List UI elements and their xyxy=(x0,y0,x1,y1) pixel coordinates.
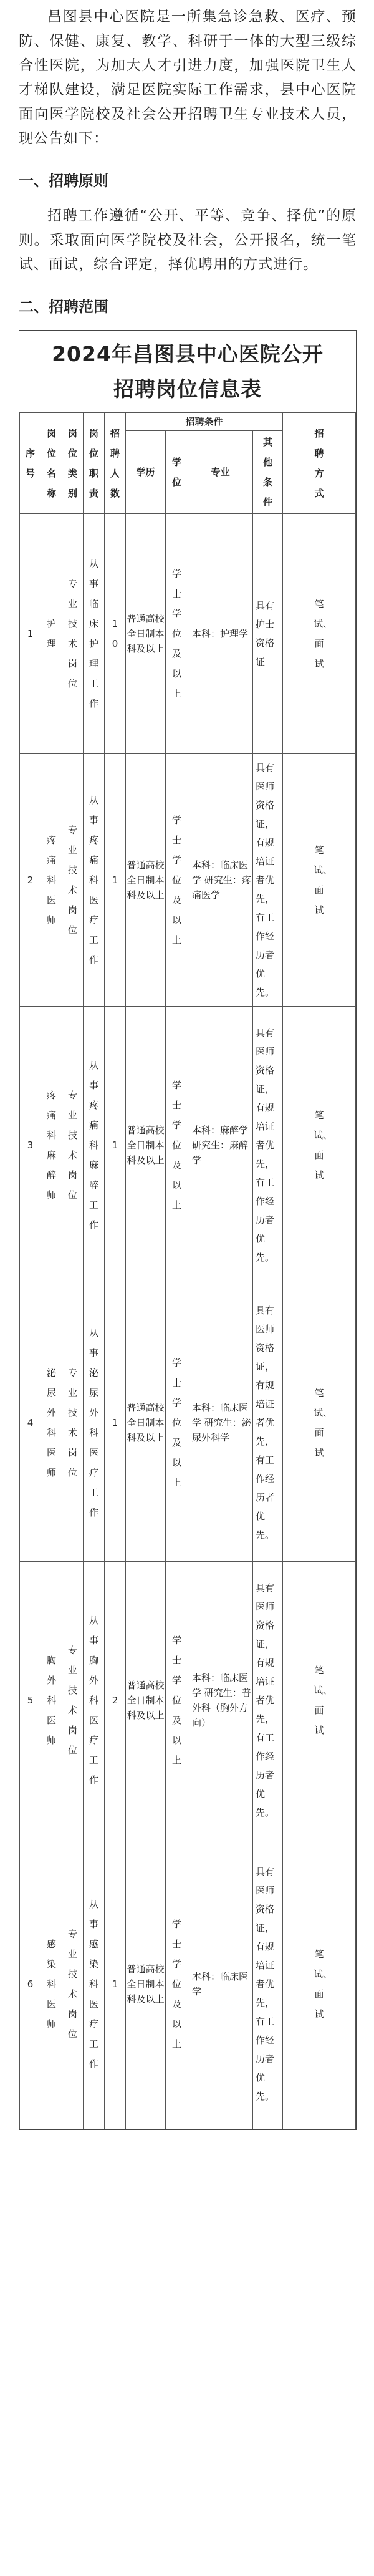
cell-method: 笔试、面试 xyxy=(283,1007,356,1284)
cell-category: 专业技术岗位 xyxy=(62,1839,84,2129)
cell-major: 本科：临床医学 xyxy=(188,1839,253,2129)
cell-count: 10 xyxy=(105,514,126,754)
header-post: 岗位名称 xyxy=(41,413,62,514)
table-title xyxy=(19,331,356,412)
cell-method: 笔试、面试 xyxy=(283,1284,356,1562)
cell-category: 专业技术岗位 xyxy=(62,1284,84,1562)
table-title-line2: 招聘岗位信息表 xyxy=(113,377,262,401)
cell-seq: 6 xyxy=(20,1839,41,2129)
cell-method: 笔试、面试 xyxy=(283,754,356,1007)
header-major: 专业 xyxy=(188,431,253,514)
cell-count: 1 xyxy=(105,1007,126,1284)
cell-count: 2 xyxy=(105,1562,126,1839)
cell-degree: 学士学位及以上 xyxy=(166,1562,188,1839)
cell-other: 具有护士资格证 xyxy=(253,514,283,754)
header-method: 招聘方式 xyxy=(283,413,356,514)
cell-other: 具有医师资格证，有规培证者优先，有工作经历者优先。 xyxy=(253,1007,283,1284)
cell-post: 泌尿外科医师 xyxy=(41,1284,62,1562)
cell-category: 专业技术岗位 xyxy=(62,1007,84,1284)
cell-method: 笔试、面试 xyxy=(283,514,356,754)
cell-category: 专业技术岗位 xyxy=(62,1562,84,1839)
cell-education: 普通高校全日制本科及以上 xyxy=(126,1007,166,1284)
cell-major: 本科：临床医学 研究生：泌尿外科学 xyxy=(188,1284,253,1562)
section-heading-principles: 一、招聘原则 xyxy=(19,172,108,190)
table-header-row xyxy=(20,413,356,431)
cell-count: 1 xyxy=(105,754,126,1007)
table-row xyxy=(20,1007,356,1284)
cell-major: 本科：临床医学 研究生：疼痛医学 xyxy=(188,754,253,1007)
cell-other: 具有医师资格证，有规培证者优先，有工作经历者优先。 xyxy=(253,1562,283,1839)
table-row xyxy=(20,514,356,754)
cell-degree: 学士学位及以上 xyxy=(166,514,188,754)
cell-other: 具有医师资格证，有规培证者优先，有工作经历者优先。 xyxy=(253,1284,283,1562)
principles-paragraph: 招聘工作遵循“公开、平等、竞争、择优”的原则。采取面向医学院校及社会，公开报名，统一笔试、面试，综合评定，择优聘用的方式进行。 xyxy=(19,208,357,273)
cell-other: 具有医师资格证，有规培证者优先，有工作经历者优先。 xyxy=(253,1839,283,2129)
cell-major: 本科：护理学 xyxy=(188,514,253,754)
cell-post: 胸外科医师 xyxy=(41,1562,62,1839)
header-other: 其他条件 xyxy=(253,431,283,514)
table-title-line1: 2024年昌图县中心医院公开 xyxy=(52,342,324,366)
cell-method: 笔试、面试 xyxy=(283,1839,356,2129)
cell-duty: 从事感染科医疗工作 xyxy=(84,1839,105,2129)
cell-education: 普通高校全日制本科及以上 xyxy=(126,1284,166,1562)
cell-degree: 学士学位及以上 xyxy=(166,1007,188,1284)
cell-education: 普通高校全日制本科及以上 xyxy=(126,514,166,754)
table-row xyxy=(20,754,356,1007)
cell-seq: 5 xyxy=(20,1562,41,1839)
cell-major: 本科：临床医学 研究生：普外科（胸外方向） xyxy=(188,1562,253,1839)
cell-post: 疼痛科麻醉师 xyxy=(41,1007,62,1284)
header-seq: 序号 xyxy=(20,413,41,514)
cell-method: 笔试、面试 xyxy=(283,1562,356,1839)
header-count: 招聘人数 xyxy=(105,413,126,514)
header-category: 岗位类别 xyxy=(62,413,84,514)
cell-duty: 从事胸外科医疗工作 xyxy=(84,1562,105,1839)
cell-other: 具有医师资格证，有规培证者优先，有工作经历者优先。 xyxy=(253,754,283,1007)
cell-degree: 学士学位及以上 xyxy=(166,754,188,1007)
cell-duty: 从事临床护理工作 xyxy=(84,514,105,754)
cell-education: 普通高校全日制本科及以上 xyxy=(126,754,166,1007)
header-duty: 岗位职责 xyxy=(84,413,105,514)
cell-seq: 4 xyxy=(20,1284,41,1562)
cell-degree: 学士学位及以上 xyxy=(166,1284,188,1562)
section-heading-scope: 二、招聘范围 xyxy=(19,298,108,316)
cell-post: 感染科医师 xyxy=(41,1839,62,2129)
cell-duty: 从事泌尿外科医疗工作 xyxy=(84,1284,105,1562)
cell-category: 专业技术岗位 xyxy=(62,754,84,1007)
intro-paragraph: 昌图县中心医院是一所集急诊急救、医疗、预防、保健、康复、教学、科研于一体的大型三级综合性医院，为加大人才引进力度，加强医院卫生人才梯队建设，满足医院实际工作需求，县中心医院面向医学院校及社会公开招聘卫生专业技术人员，现公告如下： xyxy=(19,9,357,147)
cell-count: 1 xyxy=(105,1839,126,2129)
cell-education: 普通高校全日制本科及以上 xyxy=(126,1839,166,2129)
table-row xyxy=(20,1839,356,2129)
cell-category: 专业技术岗位 xyxy=(62,514,84,754)
header-degree: 学位 xyxy=(166,431,188,514)
cell-post: 疼痛科医师 xyxy=(41,754,62,1007)
cell-count: 1 xyxy=(105,1284,126,1562)
table-row xyxy=(20,1284,356,1562)
cell-post: 护理 xyxy=(41,514,62,754)
cell-education: 普通高校全日制本科及以上 xyxy=(126,1562,166,1839)
cell-duty: 从事疼痛科医疗工作 xyxy=(84,754,105,1007)
cell-duty: 从事疼痛科麻醉工作 xyxy=(84,1007,105,1284)
cell-seq: 2 xyxy=(20,754,41,1007)
header-conditions: 招聘条件 xyxy=(126,413,283,431)
cell-degree: 学士学位及以上 xyxy=(166,1839,188,2129)
table-row xyxy=(20,1562,356,1839)
cell-major: 本科：麻醉学 研究生：麻醉学 xyxy=(188,1007,253,1284)
recruitment-table xyxy=(19,412,356,2129)
cell-seq: 3 xyxy=(20,1007,41,1284)
cell-seq: 1 xyxy=(20,514,41,754)
header-education: 学历 xyxy=(126,431,166,514)
recruitment-table-block xyxy=(19,330,357,2130)
